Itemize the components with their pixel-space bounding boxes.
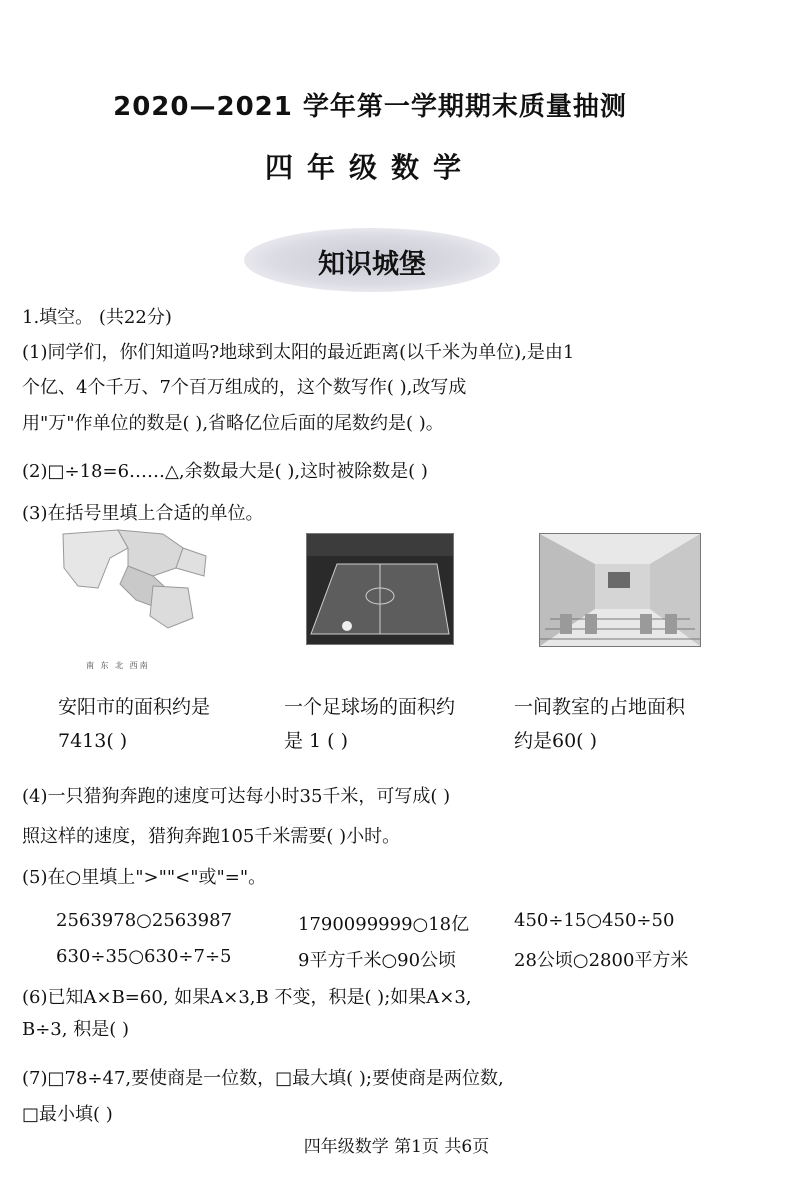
q2-text: (2)□÷18=6……△,余数最大是( ),这时被除数是( ) bbox=[22, 461, 428, 482]
q5-cmp-5: 9平方千米○90公顷 bbox=[298, 950, 457, 971]
q7-line1: (7)□78÷47,要使商是一位数，□最大填( );要使商是两位数, bbox=[22, 1068, 504, 1089]
caption-anyang-line1: 安阳市的面积约是 bbox=[58, 696, 211, 718]
map-image bbox=[58, 528, 208, 658]
q6-line1: (6)已知A×B=60, 如果A×3,B 不变，积是( );如果A×3, bbox=[22, 987, 472, 1008]
banner-label: 知识城堡 bbox=[318, 249, 426, 280]
q1-line3: 用"万"作单位的数是( ),省略亿位后面的尾数约是( )。 bbox=[22, 413, 444, 434]
caption-anyang bbox=[58, 690, 210, 758]
classroom-image bbox=[539, 533, 701, 647]
q6-line2: B÷3, 积是( ) bbox=[22, 1019, 129, 1040]
section-heading: 1.填空。 (共22分) bbox=[22, 307, 172, 328]
exam-subtitle: 四年级数学 bbox=[264, 151, 475, 184]
football-field-image bbox=[306, 533, 454, 645]
caption-football-line1: 一个足球场的面积约 bbox=[284, 696, 456, 718]
page-footer: 四年级数学 第1页 共6页 bbox=[303, 1137, 490, 1157]
caption-football-line2: 是 1 ( ) bbox=[284, 730, 349, 752]
caption-classroom-line1: 一间教室的占地面积 bbox=[514, 696, 686, 718]
q3-text: (3)在括号里填上合适的单位。 bbox=[22, 503, 264, 524]
q1-line2: 个亿、4个千万、7个百万组成的，这个数写作( ),改写成 bbox=[22, 377, 467, 398]
q5-cmp-4: 630÷35○630÷7÷5 bbox=[56, 946, 232, 967]
caption-classroom-line2: 约是60( ) bbox=[514, 730, 598, 752]
q7-line2: □最小填( ) bbox=[22, 1104, 113, 1125]
q5-text: (5)在○里填上">""<"或"="。 bbox=[22, 867, 267, 888]
q4-line1: (4)一只猎狗奔跑的速度可达每小时35千米，可写成( ) bbox=[22, 786, 451, 807]
q4-line2: 照这样的速度，猎狗奔跑105千米需要( )小时。 bbox=[22, 826, 401, 847]
q1-line1: (1)同学们，你们知道吗?地球到太阳的最近距离(以千米为单位),是由1 bbox=[22, 342, 575, 363]
exam-title: 2020—2021 学年第一学期期末质量抽测 bbox=[113, 92, 627, 122]
q5-cmp-3: 450÷15○450÷50 bbox=[514, 910, 675, 931]
q5-cmp-1: 2563978○2563987 bbox=[56, 910, 233, 931]
q5-cmp-2: 1790099999○18亿 bbox=[298, 914, 470, 935]
section-banner bbox=[244, 228, 500, 292]
map-legend: 南 东 北 西南 bbox=[86, 661, 150, 670]
caption-anyang-line2: 7413( ) bbox=[58, 730, 128, 752]
q5-cmp-6: 28公顷○2800平方米 bbox=[514, 950, 689, 971]
caption-classroom bbox=[514, 690, 685, 758]
caption-football bbox=[284, 690, 455, 758]
